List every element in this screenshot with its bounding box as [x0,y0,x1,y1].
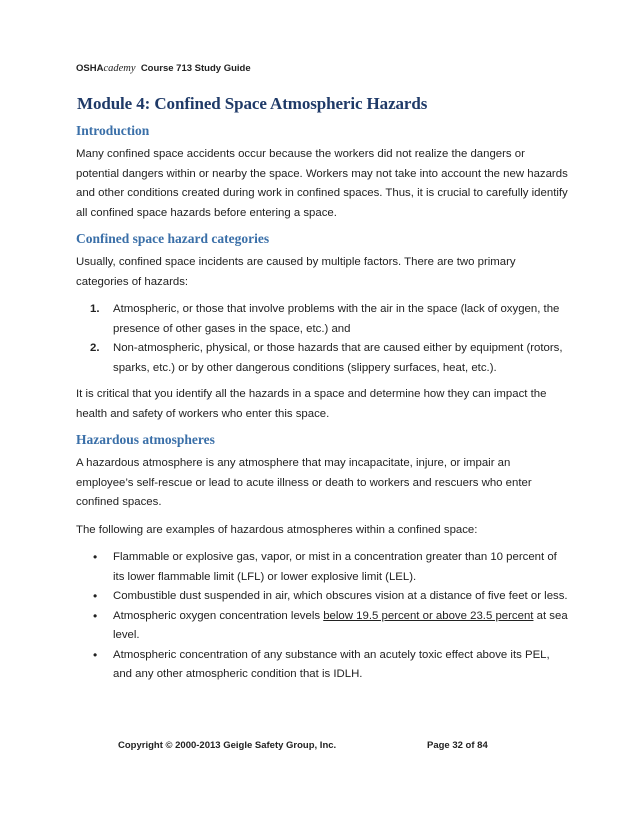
list-item [76,646,568,685]
copyright-text: Copyright © 2000-2013 Geigle Safety Group, Inc. [118,740,337,751]
course-title: Course 713 Study Guide [140,63,251,74]
bullet-icon: • [93,647,98,662]
list-item-text: Combustible dust suspended in air, which obscures vision at a distance of five feet or less. [113,590,568,602]
list-item [76,587,568,607]
hazardous-paragraph: A hazardous atmosphere is any atmosphere that may incapacitate, injure, or impair an employee’s self-rescue or lead to acute illness or death to workers and rescuers who enter confined spaces. [76,457,532,508]
page-footer [118,740,518,751]
list-item-text: Atmospheric, or those that involve problems with the air in the space (lack of oxygen, the presence of other gases in the space, etc.) and [113,303,560,335]
brand-prefix: OSHA [76,63,104,74]
bullet-icon: • [93,608,98,623]
heading-hazardous-atmospheres: Hazardous atmospheres [76,432,215,447]
list-item [76,607,568,646]
heading-hazard-categories: Confined space hazard categories [76,231,270,246]
oxygen-range-link[interactable]: below 19.5 percent or above 23.5 percent [323,609,534,622]
list-item-text: Non-atmospheric, physical, or those hazards that are caused either by equipment (rotors, sparks, etc.) or by other dangerous conditions (slippery surfaces, heat, etc.). [113,342,563,374]
module-title: Module 4: Confined Space Atmospheric Hazards [77,94,428,113]
intro-paragraph: Many confined space accidents occur because the workers did not realize the dangers or potential dangers within or nearby the space. Workers may not take into account the new hazards and other conditions created during work in confined spaces. Thus, it is crucial to carefully identify all confined space hazards before entering a space. [76,148,568,219]
list-item [76,548,568,587]
list-item-text [113,610,568,642]
hazardous-atmospheres-list [76,548,568,685]
heading-introduction: Introduction [76,123,150,138]
bullet-icon: • [93,589,98,603]
categories-paragraph: Usually, confined space incidents are caused by multiple factors. There are two primary categories of hazards: [76,256,516,288]
text-segment: at sea level. [113,609,568,641]
brand-italic: cademy [103,63,136,74]
page-number: Page 32 of 84 [427,740,488,751]
list-item [76,300,568,339]
categories-paragraph-2: It is critical that you identify all the hazards in a space and determine how they can impact the health and safety of workers who enter this space. [76,388,547,420]
hazard-categories-list [76,300,568,378]
running-header [76,63,251,74]
text-segment: Atmospheric oxygen concentration levels [113,609,324,622]
list-item-text: Atmospheric concentration of any substance with an acutely toxic effect above its PEL, and any other atmospheric condition that is IDLH. [113,648,550,680]
hazardous-paragraph-2: The following are examples of hazardous atmospheres within a confined space: [76,523,478,536]
bullet-icon: • [93,550,98,564]
list-marker: 1. [90,303,100,315]
list-marker: 2. [90,342,100,354]
list-item [76,339,568,378]
list-item-text: Flammable or explosive gas, vapor, or mist in a concentration greater than 10 percent of its lower flammable limit (LFL) or lower explosive limit (LEL). [113,551,557,583]
main-content [76,94,568,692]
